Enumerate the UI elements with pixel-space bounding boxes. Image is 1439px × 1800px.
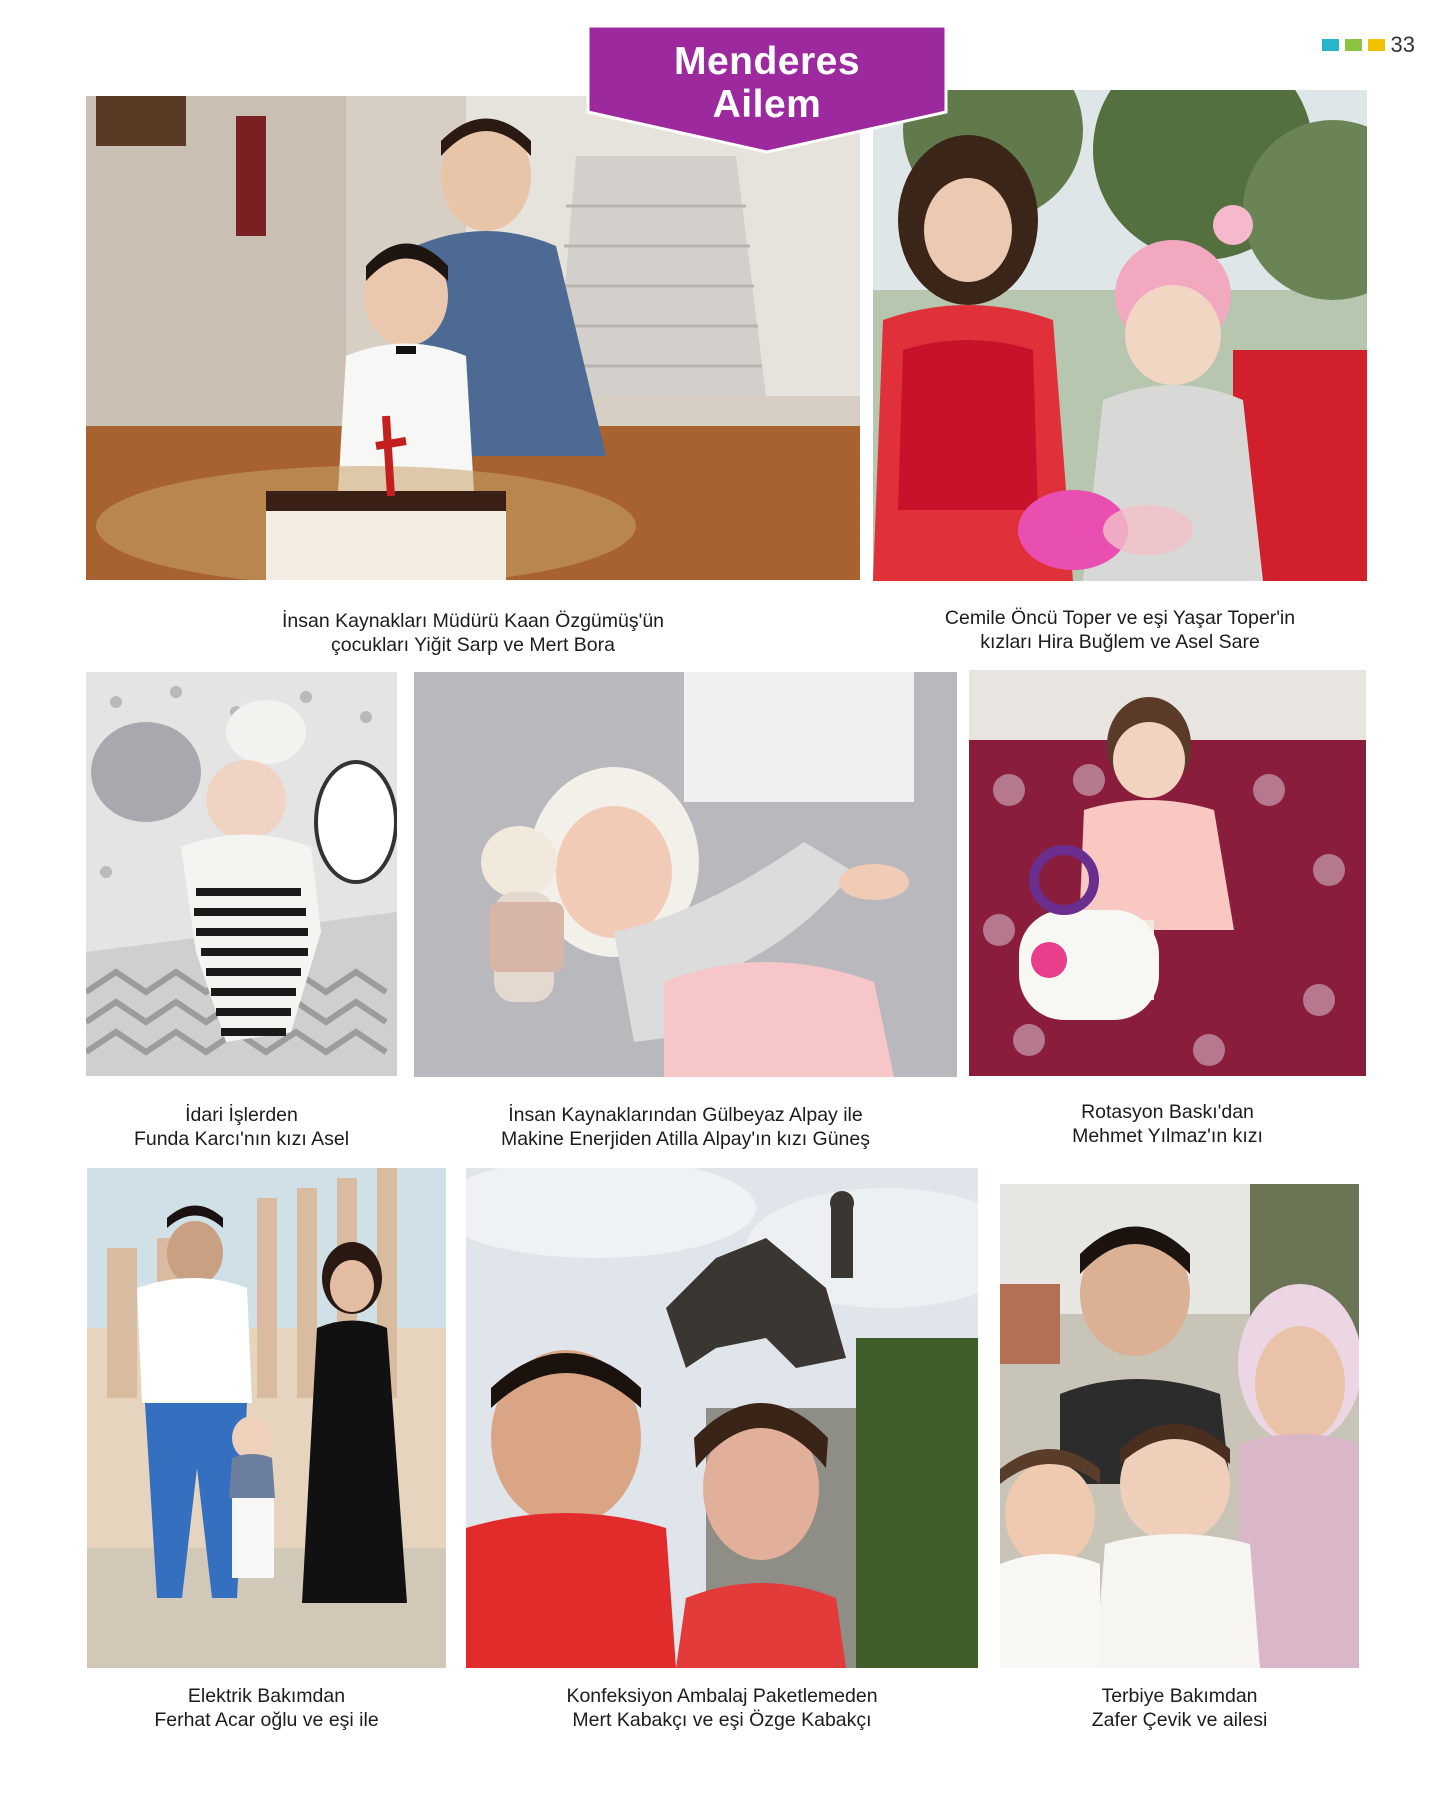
caption-line: Terbiye Bakımdan (1101, 1685, 1258, 1707)
two-boys-birthday-cake-photo (86, 96, 860, 580)
baby-striped-outfit-photo (86, 672, 397, 1076)
photo-caption (86, 609, 860, 657)
photo-caption (466, 1684, 978, 1732)
couple-selfie-statue-photo (466, 1168, 978, 1668)
caption-line: İnsan Kaynakları Müdürü Kaan Özgümüş'ün (281, 610, 665, 632)
accent-square (1322, 39, 1339, 51)
caption-line: Rotasyon Baskı'dan (1081, 1101, 1254, 1123)
family-selfie-photo (1000, 1184, 1359, 1668)
page-number-block (1322, 32, 1415, 58)
page-number: 33 (1390, 32, 1415, 57)
baby-girl-ride-on-toy-photo (969, 670, 1366, 1076)
caption-line: Elektrik Bakımdan (187, 1685, 346, 1707)
baby-with-bonnet-and-doll-photo (414, 672, 957, 1077)
caption-line: çocukları Yiğit Sarp ve Mert Bora (331, 634, 615, 656)
family-with-toddler-photo (87, 1168, 446, 1668)
caption-line: Cemile Öncü Toper ve eşi Yaşar Toper'in (944, 607, 1296, 629)
two-girls-outdoor-photo (873, 90, 1367, 581)
title-banner (586, 26, 948, 154)
caption-line: İdari İşlerden (185, 1104, 298, 1126)
photo-caption (86, 1103, 397, 1151)
caption-line: Ferhat Acar oğlu ve eşi ile (154, 1709, 379, 1731)
banner-title-line1: Menderes (673, 40, 861, 83)
caption-line: Funda Karcı'nın kızı Asel (133, 1128, 350, 1150)
photo-caption (1000, 1684, 1359, 1732)
caption-line: Konfeksiyon Ambalaj Paketlemeden (566, 1685, 878, 1707)
photo-caption (873, 606, 1367, 654)
caption-line: İnsan Kaynaklarından Gülbeyaz Alpay ile (508, 1104, 863, 1126)
caption-line: Mehmet Yılmaz'ın kızı (1072, 1125, 1263, 1147)
banner-title-line2: Ailem (712, 83, 822, 126)
accent-square (1345, 39, 1362, 51)
caption-line: kızları Hira Buğlem ve Asel Sare (980, 631, 1260, 653)
photo-caption (87, 1684, 446, 1732)
caption-line: Zafer Çevik ve ailesi (1091, 1709, 1268, 1731)
caption-line: Makine Enerjiden Atilla Alpay'ın kızı Güneş (500, 1128, 870, 1150)
photo-caption (414, 1103, 957, 1151)
caption-line: Mert Kabakçı ve eşi Özge Kabakçı (572, 1709, 872, 1731)
accent-square (1368, 39, 1385, 51)
photo-caption (969, 1100, 1366, 1148)
